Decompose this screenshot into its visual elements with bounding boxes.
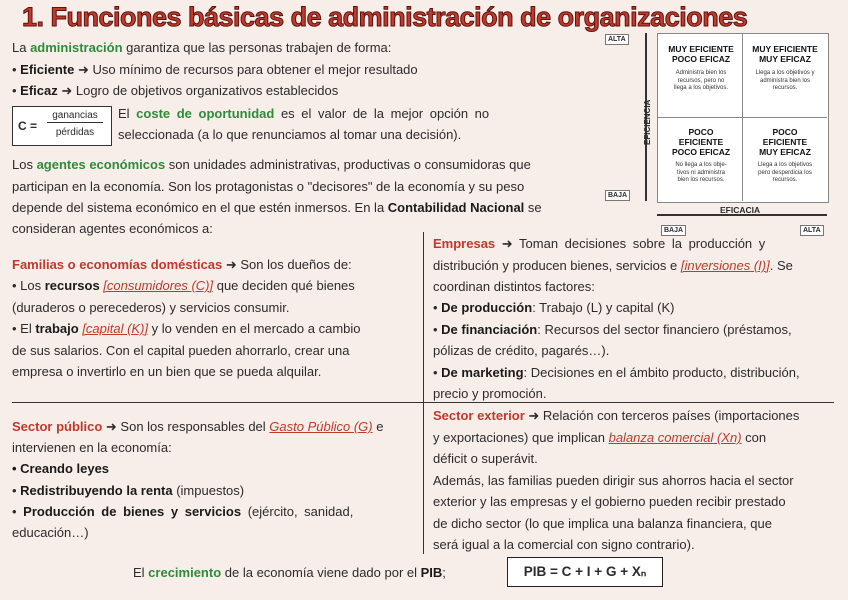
publico-line-5: educación…) <box>12 525 89 540</box>
q1-desc: Administra bien los recursos, pero no llega a los objetivos. <box>673 70 729 91</box>
x-axis-label: EFICACIA <box>720 205 761 215</box>
empresas-line-7: precio y promoción. <box>433 386 547 401</box>
quadrant-efficient-ineffective <box>660 44 742 93</box>
row-divider <box>12 402 834 403</box>
agentes-line-3: depende del sistema económico en el que estén inmersos. En la Contabilidad Nacional se <box>12 200 542 215</box>
publico-title: Sector público ➜ Son los responsables del Gasto Público (G) e <box>12 419 384 434</box>
pib-formula: PIB = C + I + G + Xₙ <box>507 557 663 587</box>
tag-alta-top: ALTA <box>605 34 629 45</box>
agentes-line-1: Los agentes económicos son unidades administrativas, productivas o consumidoras que <box>12 157 531 172</box>
intro-line-1: La administración garantiza que las personas trabajen de forma: <box>12 40 392 55</box>
coste-formula: C = ganancias pérdidas <box>12 106 112 146</box>
tag-baja-left: BAJA <box>605 190 630 201</box>
exterior-line-6: será igual a la comercial con signo contrario). <box>433 537 695 552</box>
quadrant-efficient-effective <box>744 44 826 93</box>
empresas-line-5: pólizas de crédito, pagarés…). <box>433 343 610 358</box>
empresas-line-4: • De financiación: Recursos del sector financiero (préstamos, <box>433 322 792 337</box>
column-divider <box>423 232 424 554</box>
agentes-line-2: participan en la economía. Son los protagonistas o "decisores" de la economía y su peso <box>12 179 525 194</box>
intro-line-3: • Eficaz ➜ Logro de objetivos organizativos establecidos <box>12 83 339 98</box>
empresas-line-1: distribución y producen bienes, servicios e [inversiones (I)]. Se <box>433 258 793 273</box>
exterior-line-1: y exportaciones) que implican balanza comercial (Xn) con <box>433 430 767 445</box>
tag-baja-bottom: BAJA <box>661 225 686 236</box>
agentes-line-4: consideran agentes económicos a: <box>12 221 213 236</box>
y-axis-label: EFICIENCIA <box>643 99 652 145</box>
q3-head: POCO EFICIENTE POCO EFICAZ <box>671 127 731 157</box>
tag-alta-right: ALTA <box>800 225 824 236</box>
empresas-line-2: coordinan distintos factores: <box>433 279 595 294</box>
publico-line-3: • Redistribuyendo la renta (impuestos) <box>12 483 245 498</box>
q2-desc: Llega a los objetivos y administra bien los recursos. <box>755 70 815 91</box>
publico-line-4: • Producción de bienes y servicios (ejército, sanidad, <box>12 504 354 519</box>
quadrant-inefficient-effective <box>744 127 826 185</box>
empresas-line-3: • De producción: Trabajo (L) y capital (K) <box>433 300 675 315</box>
matrix-hdivider <box>657 117 827 118</box>
q3-desc: No llega a los obje- tivos ni administra bien los recursos. <box>675 162 727 183</box>
quadrant-inefficient-ineffective <box>660 127 742 185</box>
coste-line-2: seleccionada (a lo que renunciamos al tomar una decisión). <box>118 127 462 142</box>
exterior-line-2: déficit o superávit. <box>433 451 538 466</box>
q4-desc: Llega a los objetivos pero desperdicia los recursos. <box>757 162 813 183</box>
page-title: 1. Funciones básicas de administración de organizaciones <box>22 2 748 32</box>
familias-line-5: empresa o invertirlo en un bien que se pueda alquilar. <box>12 364 322 379</box>
publico-line-2: • Creando leyes <box>12 461 110 476</box>
familias-line-4: de sus salarios. Con el capital pueden ahorrarlo, crear una <box>12 343 350 358</box>
exterior-line-3: Además, las familias pueden dirigir sus ahorros hacia el sector <box>433 473 794 488</box>
q2-head: MUY EFICIENTE MUY EFICAZ <box>752 44 818 64</box>
familias-line-1: • Los recursos [consumidores (C)] que deciden qué bienes <box>12 278 355 293</box>
q4-head: POCO EFICIENTE MUY EFICAZ <box>759 127 811 157</box>
empresas-title: Empresas ➜ Toman decisiones sobre la producción y <box>433 236 766 251</box>
exterior-line-5: de dicho sector (lo que implica una balanza financiera, que <box>433 516 772 531</box>
familias-line-2: (duraderos o perecederos) y servicios consumir. <box>12 300 290 315</box>
exterior-line-4: exterior y las empresas y el gobierno pueden recibir prestado <box>433 494 786 509</box>
intro-line-2: • Eficiente ➜ Uso mínimo de recursos para obtener el mejor resultado <box>12 62 418 77</box>
empresas-line-6: • De marketing: Decisiones en el ámbito producto, distribución, <box>433 365 800 380</box>
familias-line-3: • El trabajo [capital (K)] y lo venden en el mercado a cambio <box>12 321 361 336</box>
coste-line-1: El coste de oportunidad es el valor de la mejor opción no <box>118 106 490 121</box>
familias-title: Familias o economías domésticas ➜ Son los dueños de: <box>12 257 352 272</box>
crecimiento-line: El crecimiento de la economía viene dado por el PIB; <box>133 565 446 580</box>
publico-line-1: intervienen en la economía: <box>12 440 172 455</box>
exterior-title: Sector exterior ➜ Relación con terceros países (importaciones <box>433 408 800 423</box>
q1-head: MUY EFICIENTE POCO EFICAZ <box>668 44 734 64</box>
